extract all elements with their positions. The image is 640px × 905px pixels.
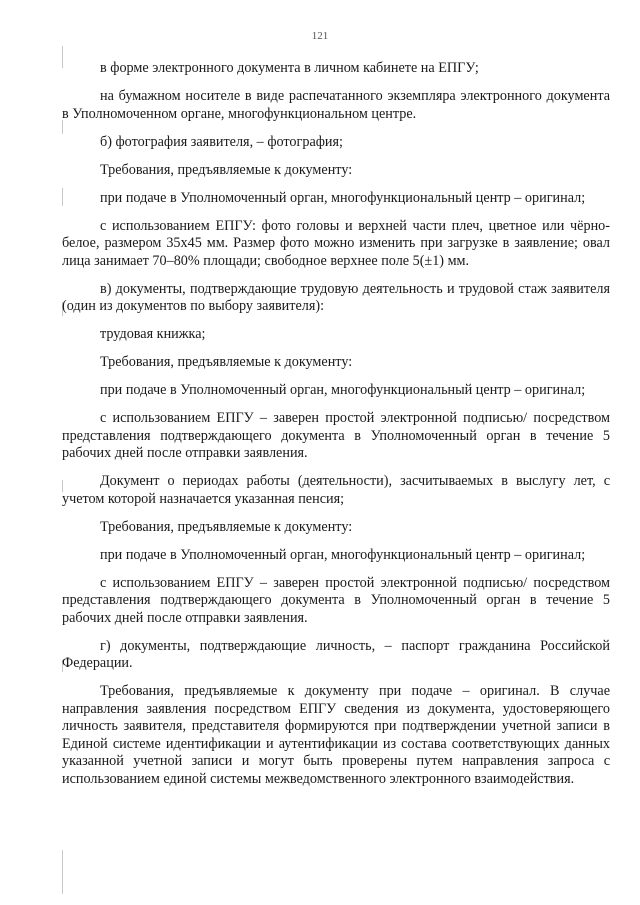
paragraph: при подаче в Уполномоченный орган, многофункциональный центр – оригинал; (100, 546, 586, 563)
paragraph: при подаче в Уполномоченный орган, многофункциональный центр – оригинал; (100, 189, 586, 206)
paragraph: с использованием ЕПГУ: фото головы и верхней части плеч, цветное или чёрно-белое, размером 35x45 мм. Размер фото можно изменить при загрузке в заявление; овал лица занимает 70–80% площади; свободное верхнее поле 5(±1) мм. (62, 217, 610, 269)
paragraph: с использованием ЕПГУ – заверен простой электронной подписью/ посредством представления подтверждающего документа в Уполномоченный орган в течение 5 рабочих дней после отправки заявления. (62, 410, 610, 461)
paragraph: в форме электронного документа в личном кабинете на ЕПГУ; (100, 60, 479, 76)
paragraph: на бумажном носителе в виде распечатанного экземпляра электронного документа в Уполномоченном органе, многофункциональном центре. (62, 88, 610, 122)
paragraph: при подаче в Уполномоченный орган, многофункциональный центр – оригинал; (100, 382, 586, 398)
paragraph: г) документы, подтверждающие личность, – паспорт гражданина Российской Федерации. (62, 637, 610, 671)
paragraph: Документ о периодах работы (деятельности), засчитываемых в выслугу лет, с учетом которой назначается указанная пенсия; (62, 473, 610, 507)
paragraph: Требования, предъявляемые к документу: (100, 161, 353, 178)
document-body (62, 60, 610, 799)
scan-mark (62, 850, 63, 894)
paragraph: в) документы, подтверждающие трудовую деятельность и трудовой стаж заявителя (один из документов по выбору заявителя): (62, 280, 610, 314)
paragraph: с использованием ЕПГУ – заверен простой электронной подписью/ посредством представления подтверждающего документа в Уполномоченный орган в течение 5 рабочих дней после отправки заявления. (62, 574, 610, 626)
paragraph: Требования, предъявляемые к документу: (100, 518, 353, 535)
page-number: 121 (311, 30, 329, 42)
paragraph: Требования, предъявляемые к документу при подаче – оригинал. В случае направления заявления посредством ЕПГУ сведения из документа, удостоверяющего личность заявителя, представителя формируются при подтверждении учетной записи в Единой системе идентификации и аутентификации из состава соответствующих данных указанной учетной записи и могут быть проверены путем направления запроса с использованием единой системы межведомственного электронного взаимодействия. (62, 683, 610, 787)
paragraph: б) фотография заявителя, – фотография; (100, 133, 343, 150)
paragraph: трудовая книжка; (100, 326, 206, 342)
paragraph: Требования, предъявляемые к документу: (100, 354, 353, 370)
